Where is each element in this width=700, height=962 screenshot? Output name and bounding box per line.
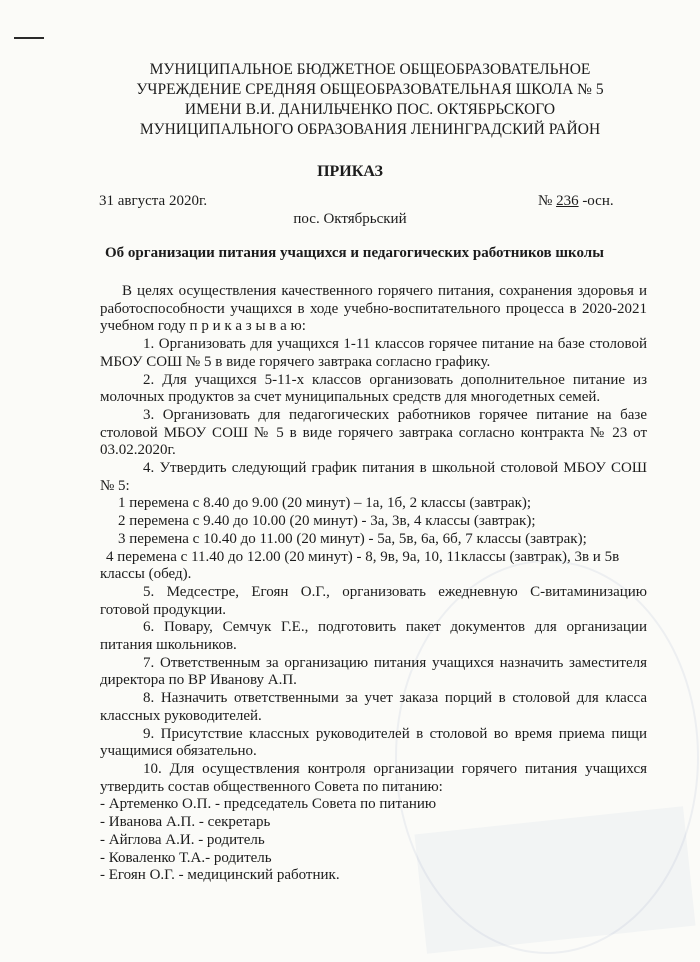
schedule-break-4-text: 4 перемена с 11.40 до 12.00 (20 минут) - 8, 9в, 9а, 10, 11классы (завтрак), 3в и 5в классы (обед). <box>100 548 620 583</box>
item-7: 7. Ответственным за организацию питания учащихся назначить заместителя директора по ВР Иванову А.П. <box>100 654 647 689</box>
council-list <box>100 796 647 885</box>
council-member: - Коваленко Т.А.- родитель <box>100 849 272 866</box>
order-place: пос. Октябрьский <box>293 211 407 227</box>
council-member: - Артеменко О.П. - председатель Совета по питанию <box>100 796 437 813</box>
order-body <box>100 283 647 885</box>
order-date: 31 августа 2020г. <box>99 193 208 209</box>
schedule-break-3: 3 перемена с 10.40 до 11.00 (20 минут) - 5а, 5в, 6а, 6б, 7 классы (завтрак); <box>118 530 587 547</box>
item-6: 6. Повару, Семчук Г.Е., подготовить пакет документов для организации питания школьников. <box>100 619 647 654</box>
order-word: п р и к а з ы в а ю: <box>189 318 306 335</box>
item-10: 10. Для осуществления контроля организации горячего питания учащихся утвердить состав общественного Совета по питанию: <box>100 760 647 795</box>
order-number-value: 236 <box>556 193 579 209</box>
header-line-3: ИМЕНИ В.И. ДАНИЛЬЧЕНКО ПОС. ОКТЯБРЬСКОГО <box>184 101 556 118</box>
header-line-1: МУНИЦИПАЛЬНОЕ БЮДЖЕТНОЕ ОБЩЕОБРАЗОВАТЕЛЬНОЕ <box>149 61 591 78</box>
school-header <box>100 60 640 140</box>
council-member: - Иванова А.П. - секретарь <box>100 814 271 831</box>
schedule-break-2: 2 перемена с 9.40 до 10.00 (20 минут) - 3а, 3в, 4 классы (завтрак); <box>118 513 536 530</box>
item-5: 5. Медсестре, Егоян О.Г., организовать ежедневную С-витаминизацию готовой продукции. <box>100 583 647 618</box>
schedule-break-4 <box>100 549 647 584</box>
schedule-break-1: 1 перемена с 8.40 до 9.00 (20 минут) – 1а, 1б, 2 классы (завтрак); <box>118 495 532 512</box>
document-title: ПРИКАЗ <box>317 163 383 180</box>
order-number-prefix: № <box>538 193 557 209</box>
scan-mark <box>14 37 44 39</box>
order-subject: Об организации питания учащихся и педагогических работников школы <box>105 245 604 261</box>
item-1: 1. Организовать для учащихся 1-11 классов горячее питание на базе столовой МБОУ СОШ № 5 в виде горячего завтрака согласно графику. <box>100 336 647 370</box>
intro-text: В целях осуществления качественного горячего питания, сохранения здоровья и работоспособности учащихся в ходе учебно-воспитательного процесса в 2020-2021 учебном году <box>100 283 647 335</box>
council-member: - Егоян О.Г. - медицинский работник. <box>100 867 340 884</box>
council-member: - Айглова А.И. - родитель <box>100 831 265 848</box>
item-9: 9. Присутствие классных руководителей в столовой во время приема пищи учащимися обязательно. <box>100 725 647 760</box>
item-8: 8. Назначить ответственными за учет заказа порций в столовой для класса классных руководителей. <box>100 690 647 724</box>
header-line-4: МУНИЦИПАЛЬНОГО ОБРАЗОВАНИЯ ЛЕНИНГРАДСКИЙ РАЙОН <box>139 121 601 138</box>
order-number-suffix: -осн. <box>578 193 614 209</box>
item-4: 4. Утвердить следующий график питания в школьной столовой МБОУ СОШ № 5: <box>100 460 647 494</box>
order-number <box>538 193 614 210</box>
item-3: 3. Организовать для педагогических работников горячее питание на базе столовой МБОУ СОШ № 5 в виде горячего завтрака согласно контракта № 23 от 03.02.2020г. <box>100 406 647 459</box>
header-line-2: УЧРЕЖДЕНИЕ СРЕДНЯЯ ОБЩЕОБРАЗОВАТЕЛЬНАЯ ШКОЛА № 5 <box>136 81 604 98</box>
item-2: 2. Для учащихся 5-11-х классов организовать дополнительное питание из молочных продуктов за счет муниципальных средств для многодетных семей. <box>100 371 647 406</box>
intro-paragraph <box>100 283 647 336</box>
